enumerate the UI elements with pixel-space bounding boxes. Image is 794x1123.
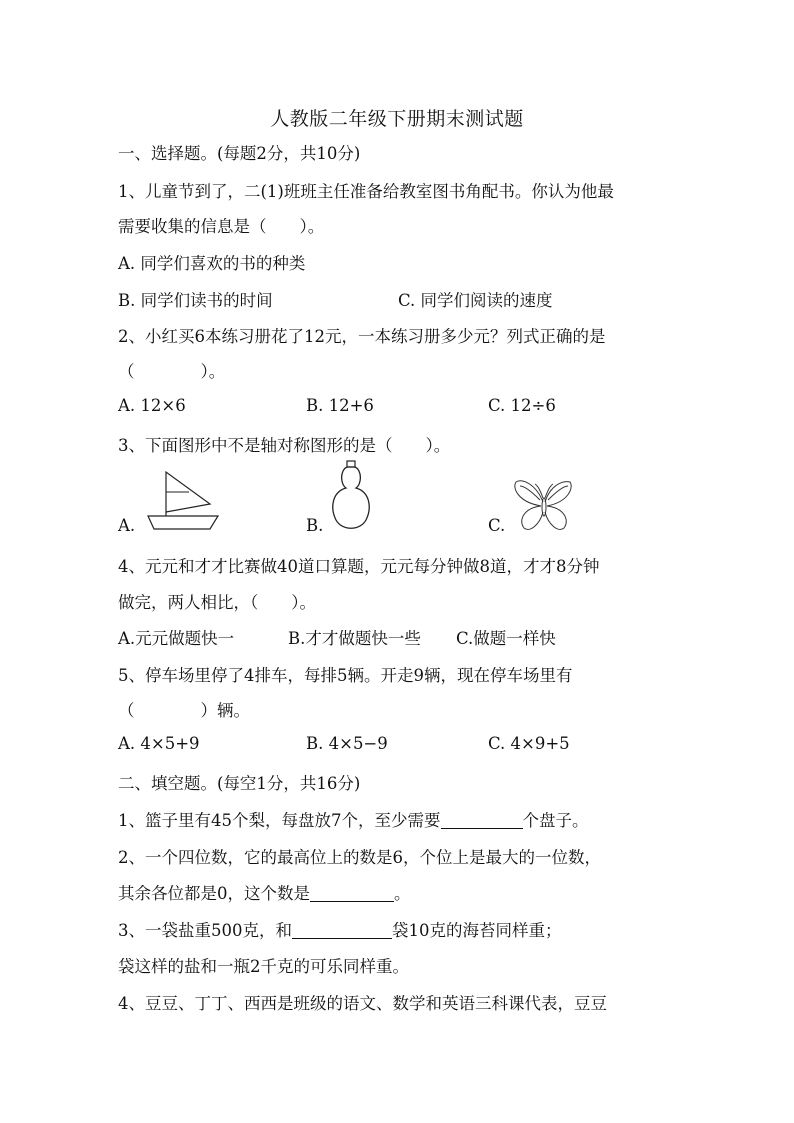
q2-text-line1: 2、小红买6本练习册花了12元，一本练习册多少元？列式正确的是 bbox=[118, 327, 606, 346]
sailboat-icon bbox=[146, 470, 220, 532]
q1-option-b: B. 同学们读书的时间 bbox=[118, 291, 273, 310]
q1-option-c: C. 同学们阅读的速度 bbox=[398, 291, 553, 310]
q1-text-line1: 1、儿童节到了，二(1)班班主任准备给教室图书角配书。你认为他最 bbox=[118, 182, 614, 201]
section-heading-fill: 二、填空题。(每空1分，共16分) bbox=[118, 774, 361, 793]
gourd-icon bbox=[328, 460, 374, 532]
fill-q2-after: 。 bbox=[394, 884, 411, 903]
q3-option-c: C. bbox=[488, 516, 506, 535]
q5-option-b: B. 4×5−9 bbox=[306, 734, 388, 753]
page-title: 人教版二年级下册期末测试题 bbox=[270, 108, 524, 130]
fill-q3-after: 袋10克的海苔同样重； bbox=[392, 921, 562, 940]
answer-blank[interactable] bbox=[310, 885, 394, 903]
q4-option-b: B.才才做题快一些 bbox=[288, 629, 421, 648]
q3-option-b: B. bbox=[306, 516, 324, 535]
q2-option-a: A. 12×6 bbox=[118, 396, 186, 415]
q5-text-line2: （ ）辆。 bbox=[118, 701, 250, 720]
fill-q2-before: 其余各位都是0，这个数是 bbox=[118, 884, 310, 903]
q5-text-line1: 5、停车场里停了4排车，每排5辆。开走9辆，现在停车场里有 bbox=[118, 666, 573, 685]
fill-q3-line2: 袋这样的盐和一瓶2千克的可乐同样重。 bbox=[118, 957, 409, 976]
q3-option-a: A. bbox=[118, 516, 136, 535]
fill-q1-before: 1、篮子里有45个梨，每盘放7个，至少需要 bbox=[118, 811, 441, 830]
q4-text-line1: 4、元元和才才比赛做40道口算题，元元每分钟做8道，才才8分钟 bbox=[118, 557, 600, 576]
fill-q1 bbox=[118, 807, 589, 831]
fill-q4-line1: 4、豆豆、丁丁、西西是班级的语文、数学和英语三科课代表，豆豆 bbox=[118, 994, 607, 1013]
fill-q1-after: 个盘子。 bbox=[522, 811, 589, 830]
q5-option-a: A. 4×5+9 bbox=[118, 734, 200, 753]
q5-option-c: C. 4×9+5 bbox=[488, 734, 570, 753]
answer-blank[interactable] bbox=[292, 922, 392, 940]
butterfly-icon bbox=[512, 478, 576, 534]
q2-option-c: C. 12÷6 bbox=[488, 396, 556, 415]
q3-text: 3、下面图形中不是轴对称图形的是（ ）。 bbox=[118, 436, 451, 455]
q1-text-line2: 需要收集的信息是（ ）。 bbox=[118, 217, 325, 236]
q1-option-a: A. 同学们喜欢的书的种类 bbox=[118, 254, 306, 273]
fill-q3-before: 3、一袋盐重500克，和 bbox=[118, 921, 292, 940]
q2-option-b: B. 12+6 bbox=[306, 396, 374, 415]
q4-option-a: A.元元做题快一 bbox=[118, 629, 235, 648]
fill-q2-line1: 2、一个四位数，它的最高位上的数是6，个位上是最大的一位数， bbox=[118, 848, 601, 867]
fill-q3-line1 bbox=[118, 917, 562, 941]
q4-text-line2: 做完，两人相比，（ ）。 bbox=[118, 593, 316, 612]
q4-option-c: C.做题一样快 bbox=[456, 629, 556, 648]
section-heading-choice: 一、选择题。(每题2分，共10分) bbox=[118, 144, 361, 163]
fill-q2-line2 bbox=[118, 880, 411, 904]
q2-text-line2: （ ）。 bbox=[118, 362, 226, 381]
answer-blank[interactable] bbox=[441, 812, 523, 830]
